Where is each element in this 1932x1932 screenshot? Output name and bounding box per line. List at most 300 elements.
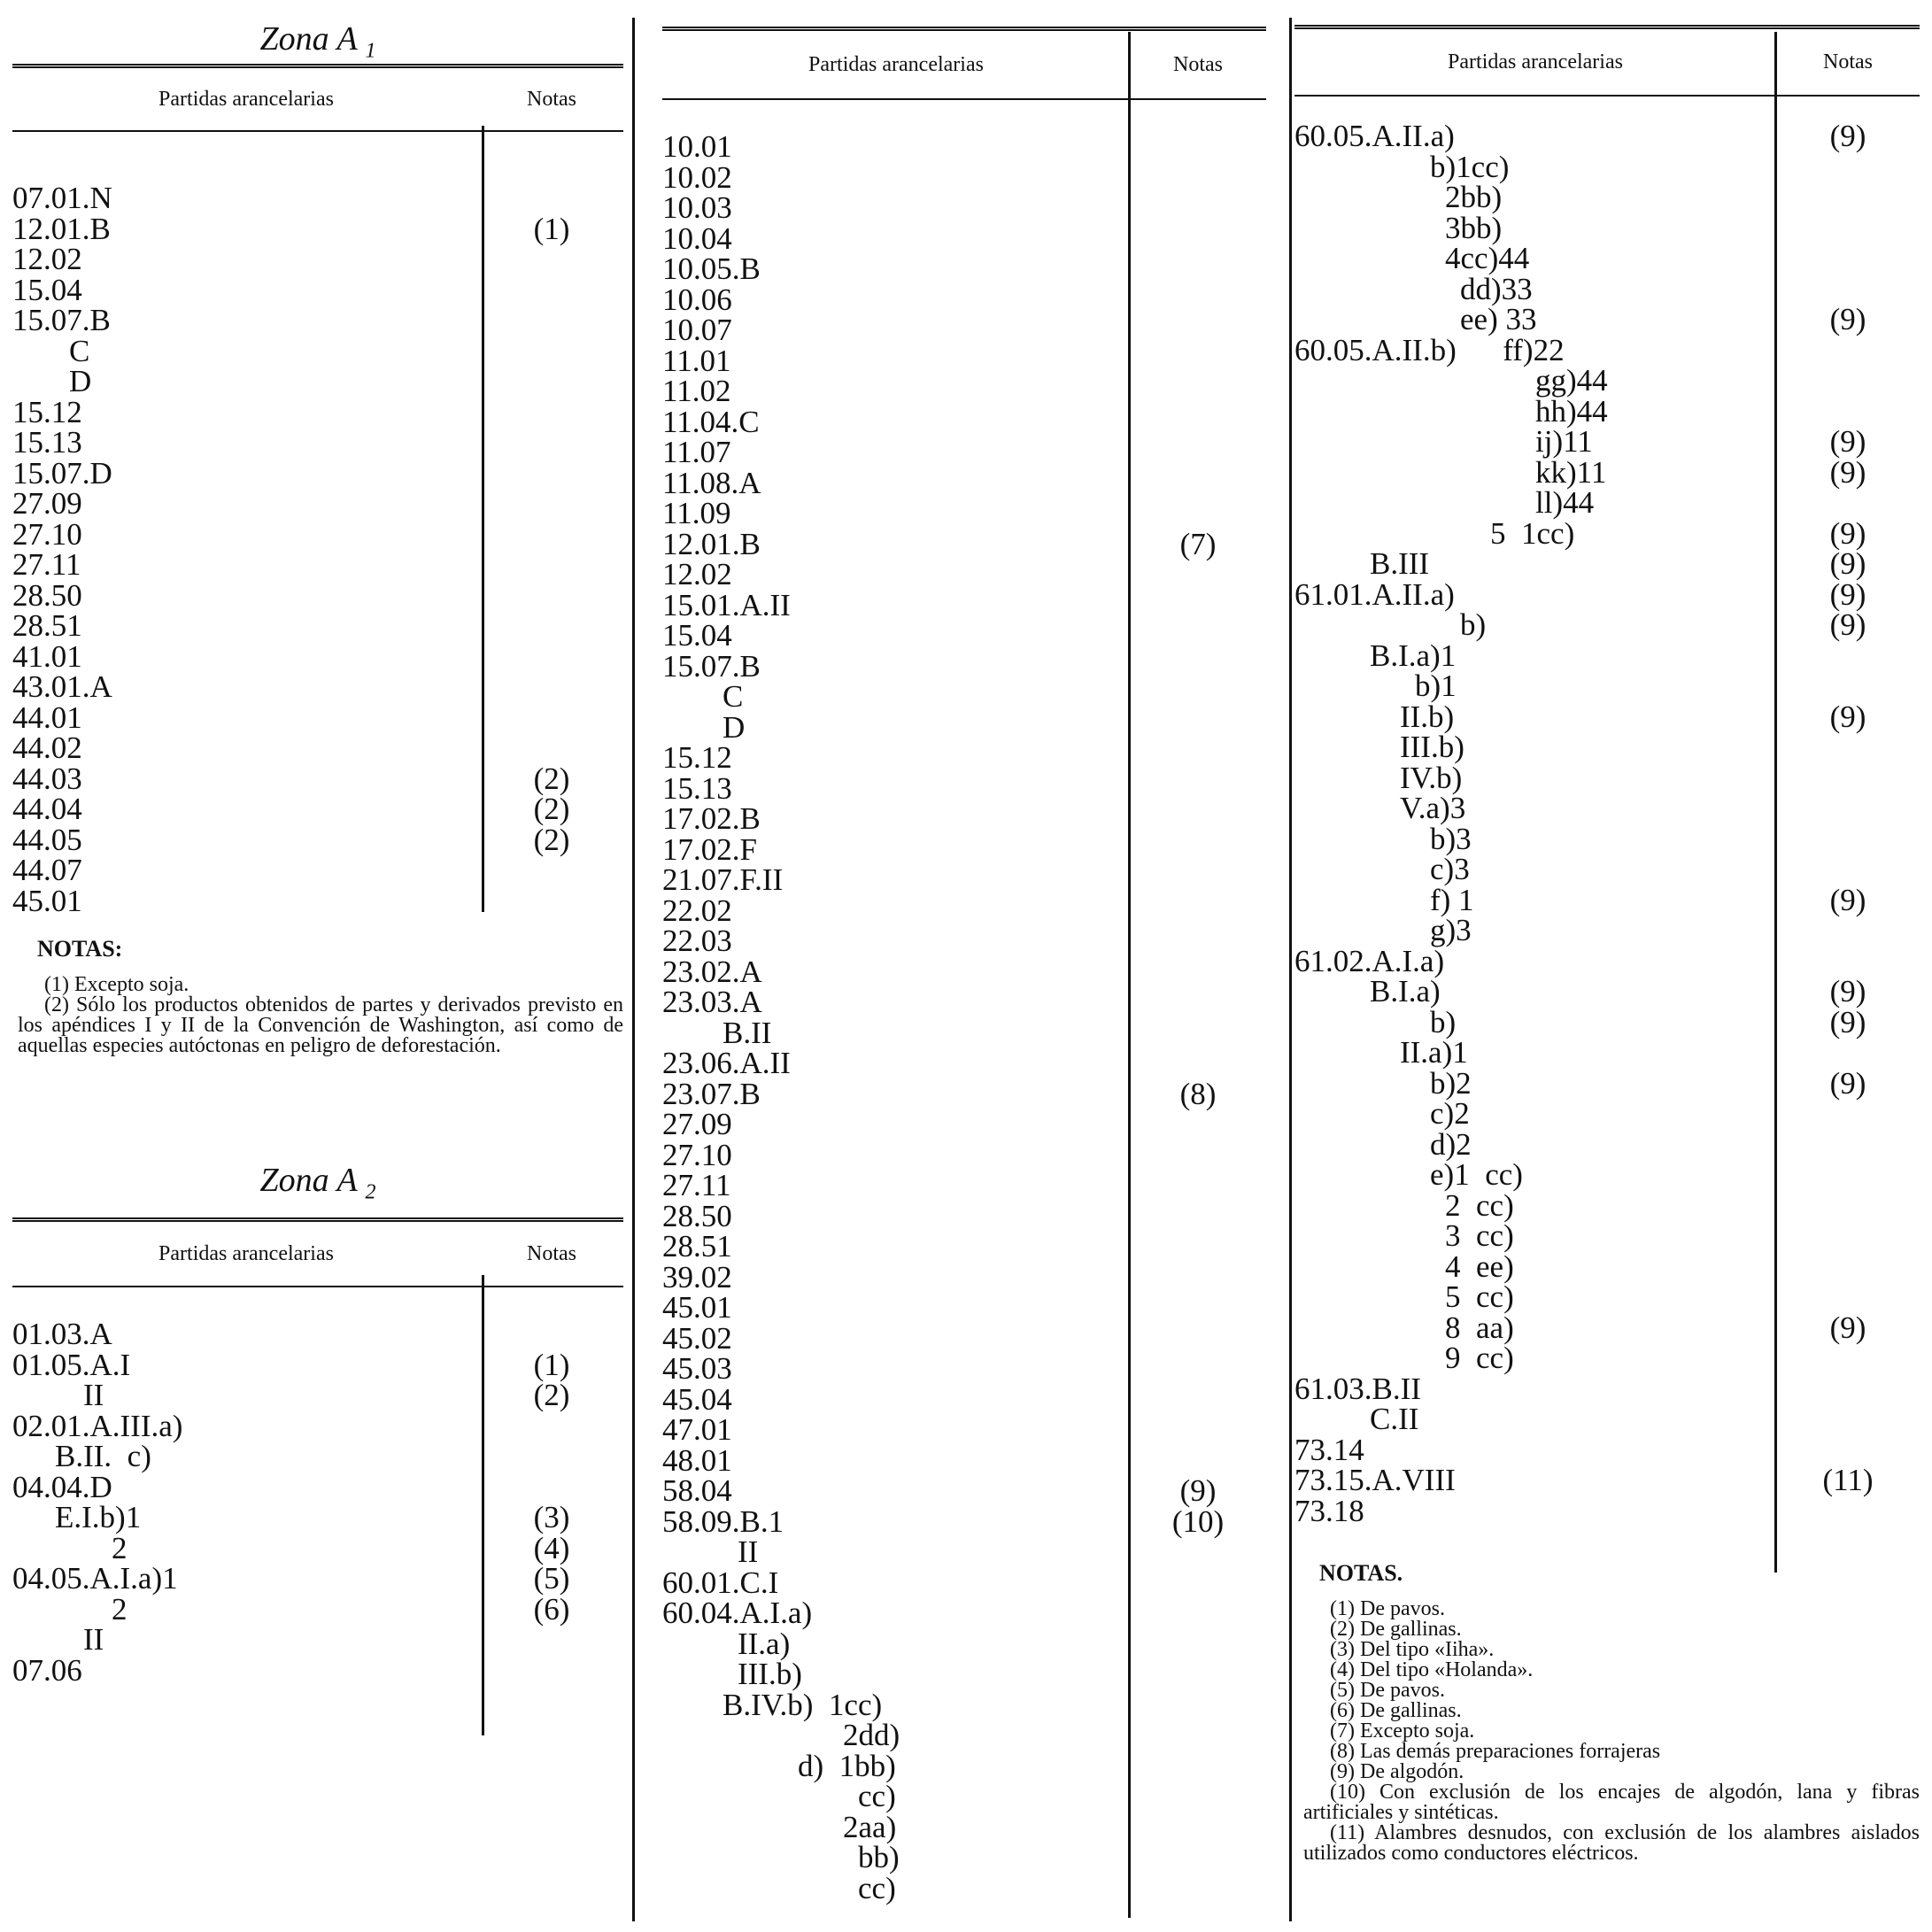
nota-cell	[1776, 152, 1920, 183]
table-row	[662, 315, 1266, 346]
nota-cell	[1130, 1629, 1266, 1660]
zona-a1-notes-title: NOTAS:	[37, 936, 123, 962]
table-row	[662, 1198, 1266, 1233]
nota-cell	[1130, 591, 1266, 622]
table-row	[12, 211, 623, 246]
table-row	[662, 220, 1266, 256]
header-partidas: Partidas arancelarias	[158, 88, 334, 111]
note-text: (5) De pavos.	[1330, 1679, 1445, 1702]
partida-cell: 28.51	[662, 1229, 732, 1264]
table-row	[662, 709, 1266, 745]
table-row	[662, 893, 1266, 928]
table-row	[1294, 363, 1920, 398]
nota-cell	[1776, 488, 1920, 519]
note-text: (8) Las demás preparaciones forrajeras	[1330, 1740, 1661, 1763]
partida-cell: 61.03.B.II	[1294, 1371, 1421, 1406]
table-row	[12, 883, 623, 918]
table-row	[1294, 1157, 1920, 1192]
table-row	[662, 1659, 1266, 1690]
table-row	[12, 183, 623, 214]
table-row	[662, 1870, 1266, 1905]
partida-cell: B.III	[1370, 546, 1430, 581]
table-row	[1294, 1279, 1920, 1314]
table-row	[1294, 182, 1920, 213]
nota-cell	[1776, 1252, 1920, 1283]
partida-cell: ij)11	[1535, 424, 1593, 459]
nota-cell	[480, 672, 623, 703]
partida-cell: 27.09	[662, 1107, 732, 1141]
table-row	[1294, 1187, 1920, 1223]
nota-cell	[1776, 793, 1920, 824]
note-text: (11) Alambres desnudos, con exclusión de los alambres aislados utilizados como conductores eléctricos.	[1303, 1821, 1920, 1865]
nota-cell	[1130, 865, 1266, 896]
nota-cell	[1776, 1496, 1920, 1527]
partida-cell: cc)	[858, 1779, 896, 1813]
nota-cell	[1130, 1446, 1266, 1477]
nota-cell	[1130, 285, 1266, 316]
nota-cell: (9)	[1829, 424, 1866, 459]
nota-cell	[1776, 763, 1920, 794]
partida-cell: 23.06.A.II	[662, 1046, 791, 1080]
table-row	[662, 1137, 1266, 1172]
table-row	[662, 1720, 1266, 1751]
header-notas: Notas	[527, 1242, 576, 1265]
partida-cell: D	[723, 709, 746, 745]
partida-cell: 12.01.B	[12, 211, 111, 246]
partida-cell: 15.07.D	[12, 455, 112, 491]
table-row	[12, 1561, 623, 1596]
nota-cell	[1776, 1404, 1920, 1435]
table-row	[662, 1229, 1266, 1264]
table-row	[1294, 1343, 1920, 1374]
nota-cell: (6)	[533, 1591, 570, 1627]
nota-cell	[1776, 1191, 1920, 1222]
nota-cell: (9)	[1829, 119, 1866, 153]
partida-cell: 60.05.A.II.b) ff)22	[1294, 332, 1565, 367]
nota-cell	[1130, 468, 1266, 499]
nota-cell	[480, 1411, 623, 1442]
partida-cell: 2 cc)	[1445, 1187, 1514, 1223]
partida-cell: 23.02.A	[662, 954, 762, 989]
partida-cell: 01.03.A	[12, 1317, 112, 1351]
col3-table-header	[1294, 25, 1920, 97]
nota-cell	[1130, 957, 1266, 988]
table-row	[1294, 1004, 1920, 1039]
table-row	[12, 608, 623, 643]
partida-cell: II	[83, 1622, 104, 1657]
table-row	[1294, 332, 1920, 367]
partida-cell: 28.50	[12, 577, 82, 613]
partida-cell: B.I.a)1	[1370, 638, 1457, 673]
nota-cell	[1776, 182, 1920, 213]
partida-cell: b)	[1460, 607, 1487, 642]
nota-cell: (5)	[533, 1561, 570, 1596]
partida-cell: ee) 33	[1460, 302, 1537, 336]
partida-cell: 58.09.B.1	[662, 1503, 784, 1539]
nota-cell	[1130, 713, 1266, 744]
column-1	[12, 0, 623, 1686]
nota-cell	[1130, 1140, 1266, 1171]
partida-cell: 8 aa)	[1445, 1310, 1514, 1345]
partida-cell: II	[738, 1534, 759, 1569]
table-row	[1294, 271, 1920, 306]
partida-cell: 23.03.A	[662, 985, 762, 1019]
partida-cell: 44.07	[12, 853, 82, 887]
partida-cell: III.b)	[1400, 730, 1464, 764]
partida-cell: 15.13	[12, 425, 82, 460]
table-row	[1294, 1465, 1920, 1496]
table-row	[662, 1626, 1266, 1661]
partida-cell: ll)44	[1535, 485, 1595, 520]
table-row	[662, 1048, 1266, 1079]
header-notas: Notas	[1173, 53, 1223, 76]
partida-cell: 28.51	[12, 608, 82, 643]
nota-cell	[1776, 243, 1920, 274]
table-row	[1294, 1248, 1920, 1284]
table-row	[12, 669, 623, 704]
nota-cell	[1776, 366, 1920, 397]
table-row	[12, 577, 623, 613]
partida-cell: 10.04	[662, 220, 732, 256]
note-text: (7) Excepto soja.	[1330, 1719, 1475, 1743]
table-row	[1294, 243, 1920, 274]
nota-cell	[1130, 987, 1266, 1018]
note-text: (9) De algodón.	[1330, 1760, 1464, 1783]
partida-cell: 15.12	[662, 740, 732, 775]
nota-cell	[1130, 193, 1266, 224]
table-row	[1294, 668, 1920, 703]
table-row	[12, 1469, 623, 1504]
note-text: (6) De gallinas.	[1330, 1699, 1462, 1722]
nota-cell	[1130, 224, 1266, 255]
partida-cell: 39.02	[662, 1259, 732, 1294]
nota-cell	[1776, 671, 1920, 702]
nota-cell: (9)	[1829, 607, 1866, 642]
header-partidas: Partidas arancelarias	[158, 1242, 334, 1265]
partida-cell: 5 cc)	[1445, 1279, 1514, 1314]
nota-cell: (9)	[1829, 974, 1866, 1009]
table-row	[662, 679, 1266, 714]
nota-cell	[1130, 896, 1266, 927]
table-row	[662, 740, 1266, 775]
partida-cell: 60.05.A.II.a)	[1294, 119, 1455, 153]
partida-cell: C	[69, 333, 90, 368]
partida-cell: C.II	[1370, 1402, 1419, 1436]
table-row	[662, 129, 1266, 164]
partida-cell: II.a)	[738, 1626, 791, 1661]
nota-cell	[1776, 1038, 1920, 1069]
nota-cell	[1130, 498, 1266, 529]
nota-cell	[1130, 774, 1266, 805]
nota-cell: (2)	[533, 761, 570, 796]
table-row	[1294, 454, 1920, 490]
partida-cell: gg)44	[1535, 363, 1608, 398]
table-row	[662, 862, 1266, 897]
table-row	[12, 364, 623, 398]
partida-cell: II.b)	[1400, 699, 1455, 734]
table-row	[12, 272, 623, 307]
nota-cell	[1130, 1874, 1266, 1905]
table-row	[12, 1319, 623, 1350]
partida-cell: d) 1bb)	[798, 1748, 896, 1783]
nota-cell	[1130, 1385, 1266, 1416]
table-row	[1294, 1371, 1920, 1406]
table-row	[662, 437, 1266, 468]
table-row	[12, 455, 623, 491]
table-row	[662, 251, 1266, 286]
table-row	[662, 1809, 1266, 1844]
partida-cell: 43.01.A	[12, 669, 112, 704]
nota-cell	[1776, 1435, 1920, 1466]
partida-cell: 5 1cc)	[1490, 515, 1575, 551]
nota-cell	[1130, 1537, 1266, 1568]
partida-cell: 10.01	[662, 129, 732, 164]
partida-cell: 02.01.A.III.a)	[12, 1408, 183, 1443]
table-row	[12, 425, 623, 460]
nota-cell: (1)	[533, 211, 570, 246]
nota-cell: (4)	[533, 1530, 570, 1565]
nota-cell: (9)	[1829, 1004, 1866, 1039]
table-row	[1294, 302, 1920, 336]
col3-notes-divider	[1774, 32, 1777, 1573]
table-row	[662, 1565, 1266, 1600]
nota-cell: (9)	[1829, 699, 1866, 734]
partida-cell: 3bb)	[1445, 210, 1503, 245]
partida-cell: 11.04.C	[662, 404, 760, 439]
table-row	[1294, 913, 1920, 947]
nota-cell	[480, 398, 623, 429]
table-row	[662, 1598, 1266, 1629]
partida-cell: C	[723, 679, 744, 714]
zona-a2-title: Zona A $_2$	[259, 1162, 376, 1204]
partida-cell: c)2	[1430, 1096, 1470, 1131]
partida-cell: 47.01	[662, 1412, 732, 1447]
nota-cell: (9)	[1829, 454, 1866, 490]
partida-cell: 61.01.A.II.a)	[1294, 576, 1455, 612]
partida-cell: b)	[1430, 1004, 1457, 1039]
zona-a1-table-header	[12, 64, 623, 132]
nota-cell: (3)	[533, 1500, 570, 1534]
table-row	[1294, 515, 1920, 551]
partida-cell: 11.09	[662, 496, 731, 530]
nota-cell	[1776, 1221, 1920, 1252]
partida-cell: 45.02	[662, 1320, 732, 1356]
nota-cell	[1776, 397, 1920, 428]
zona-a2-table-header	[12, 1217, 623, 1287]
partida-cell: B.II. c)	[55, 1439, 151, 1473]
partida-cell: 61.02.A.I.a)	[1294, 943, 1445, 978]
partida-cell: 60.04.A.I.a)	[662, 1596, 813, 1630]
partida-cell: 23.07.B	[662, 1076, 761, 1111]
partida-cell: 10.05.B	[662, 251, 761, 286]
nota-cell	[1130, 1263, 1266, 1294]
partida-cell: 17.02.F	[662, 831, 757, 867]
table-row	[12, 516, 623, 552]
partida-cell: 48.01	[662, 1442, 732, 1478]
note-text: (1) Excepto soja.	[44, 973, 189, 996]
table-row	[662, 343, 1266, 378]
nota-cell	[480, 703, 623, 734]
partida-cell: 73.15.A.VIII	[1294, 1463, 1456, 1497]
nota-cell	[1130, 163, 1266, 194]
nota-cell	[480, 1319, 623, 1350]
nota-cell	[1130, 1293, 1266, 1324]
nota-cell	[1130, 652, 1266, 683]
nota-cell	[480, 855, 623, 886]
zona-a1-notes-divider	[482, 126, 484, 912]
nota-cell	[480, 520, 623, 551]
nota-cell	[480, 642, 623, 673]
nota-cell: (10)	[1171, 1503, 1225, 1539]
partida-cell: 27.10	[12, 516, 82, 552]
partida-cell: 10.02	[662, 159, 732, 195]
nota-cell	[1130, 1720, 1266, 1751]
nota-cell	[1130, 926, 1266, 957]
table-row	[1294, 1126, 1920, 1162]
nota-cell	[1130, 1324, 1266, 1355]
nota-cell	[1130, 1751, 1266, 1782]
nota-cell	[1130, 254, 1266, 285]
nota-cell	[1776, 854, 1920, 885]
partida-cell: 15.01.A.II	[662, 587, 791, 622]
table-row	[662, 801, 1266, 836]
nota-cell	[1130, 1659, 1266, 1690]
nota-cell	[480, 428, 623, 459]
nota-cell	[1776, 641, 1920, 672]
partida-cell: 9 cc)	[1445, 1341, 1514, 1375]
table-row	[12, 1652, 623, 1688]
col2-table-header	[662, 27, 1266, 100]
table-row	[662, 1781, 1266, 1812]
table-row	[662, 404, 1266, 439]
partida-cell: IV.b)	[1400, 760, 1463, 795]
partida-cell: b)2	[1430, 1065, 1472, 1101]
table-row	[662, 159, 1266, 195]
partida-cell: 11.02	[662, 374, 731, 408]
table-row	[662, 498, 1266, 529]
table-row	[12, 1591, 623, 1627]
table-row	[1294, 121, 1920, 152]
partida-cell: 73.18	[1294, 1493, 1364, 1528]
partida-cell: 15.12	[12, 394, 82, 429]
header-notas: Notas	[1823, 50, 1873, 73]
nota-cell: (8)	[1179, 1076, 1217, 1111]
table-row	[12, 394, 623, 429]
nota-cell	[1130, 1415, 1266, 1446]
nota-cell	[1130, 1812, 1266, 1843]
nota-cell: (2)	[533, 1378, 570, 1412]
table-row	[12, 794, 623, 825]
nota-cell	[1130, 804, 1266, 835]
col3-rows	[1294, 97, 1920, 1526]
table-row	[662, 831, 1266, 867]
partida-cell: 12.02	[662, 557, 732, 591]
nota-cell	[480, 275, 623, 306]
partida-cell: b)1	[1415, 668, 1457, 703]
table-row	[662, 987, 1266, 1018]
table-row	[1294, 1065, 1920, 1101]
table-row	[1294, 485, 1920, 520]
column-2	[662, 0, 1266, 1904]
nota-cell	[1776, 213, 1920, 244]
table-row	[1294, 882, 1920, 917]
table-row	[12, 1408, 623, 1443]
table-row	[662, 1290, 1266, 1325]
header-partidas: Partidas arancelarias	[1448, 50, 1623, 73]
table-row	[1294, 1218, 1920, 1253]
table-row	[662, 648, 1266, 684]
partida-cell: V.a)3	[1400, 791, 1466, 825]
table-row	[12, 1441, 623, 1472]
partida-cell: 45.03	[662, 1351, 732, 1386]
nota-cell	[1130, 1354, 1266, 1385]
table-row	[1294, 210, 1920, 245]
zona-a1-notes	[12, 975, 623, 1056]
partida-cell: 12.02	[12, 242, 82, 276]
column-separator-2	[1289, 18, 1292, 1921]
partida-cell: 27.11	[12, 547, 81, 582]
partida-cell: 4cc)44	[1445, 241, 1530, 275]
table-row	[12, 638, 623, 674]
nota-cell	[1130, 346, 1266, 377]
partida-cell: 2aa)	[843, 1809, 897, 1844]
header-notas: Notas	[527, 88, 576, 111]
nota-cell	[1776, 1374, 1920, 1405]
nota-cell	[480, 244, 623, 275]
nota-cell	[1776, 274, 1920, 305]
partida-cell: 45.01	[12, 883, 82, 918]
partida-cell: 45.01	[662, 1290, 732, 1325]
table-row	[662, 954, 1266, 989]
partida-cell: 2bb)	[1445, 180, 1503, 214]
table-row	[12, 486, 623, 521]
table-row	[1294, 854, 1920, 885]
column-3	[1294, 0, 1920, 1864]
zona-a2-notes-divider	[482, 1275, 484, 1735]
nota-cell	[480, 183, 623, 214]
nota-cell	[1776, 1130, 1920, 1161]
col3-notes-title: NOTAS.	[1319, 1560, 1403, 1586]
partida-cell: e)1 cc)	[1430, 1157, 1523, 1192]
partida-cell: 2	[112, 1530, 128, 1565]
table-row	[662, 465, 1266, 500]
table-row	[662, 1351, 1266, 1386]
table-row	[1294, 732, 1920, 763]
partida-cell: 15.13	[662, 770, 732, 806]
nota-cell	[1776, 916, 1920, 947]
partida-cell: cc)	[858, 1870, 896, 1905]
partida-cell: 15.07.B	[662, 648, 761, 684]
table-row	[1294, 793, 1920, 824]
nota-cell: (2)	[533, 792, 570, 826]
nota-cell	[480, 1441, 623, 1472]
table-row	[662, 1168, 1266, 1202]
nota-cell	[1130, 1598, 1266, 1629]
nota-cell	[1130, 835, 1266, 866]
table-row	[1294, 1310, 1920, 1345]
table-row	[662, 557, 1266, 591]
column-separator-1	[632, 18, 635, 1921]
table-row	[1294, 1096, 1920, 1131]
partida-cell: g)3	[1430, 913, 1472, 947]
table-row	[12, 1530, 623, 1565]
partida-cell: 58.04	[662, 1473, 732, 1508]
table-row	[662, 1381, 1266, 1417]
partida-cell: 12.01.B	[662, 526, 761, 561]
nota-cell	[480, 336, 623, 367]
table-row	[1294, 1493, 1920, 1528]
nota-cell	[480, 459, 623, 490]
